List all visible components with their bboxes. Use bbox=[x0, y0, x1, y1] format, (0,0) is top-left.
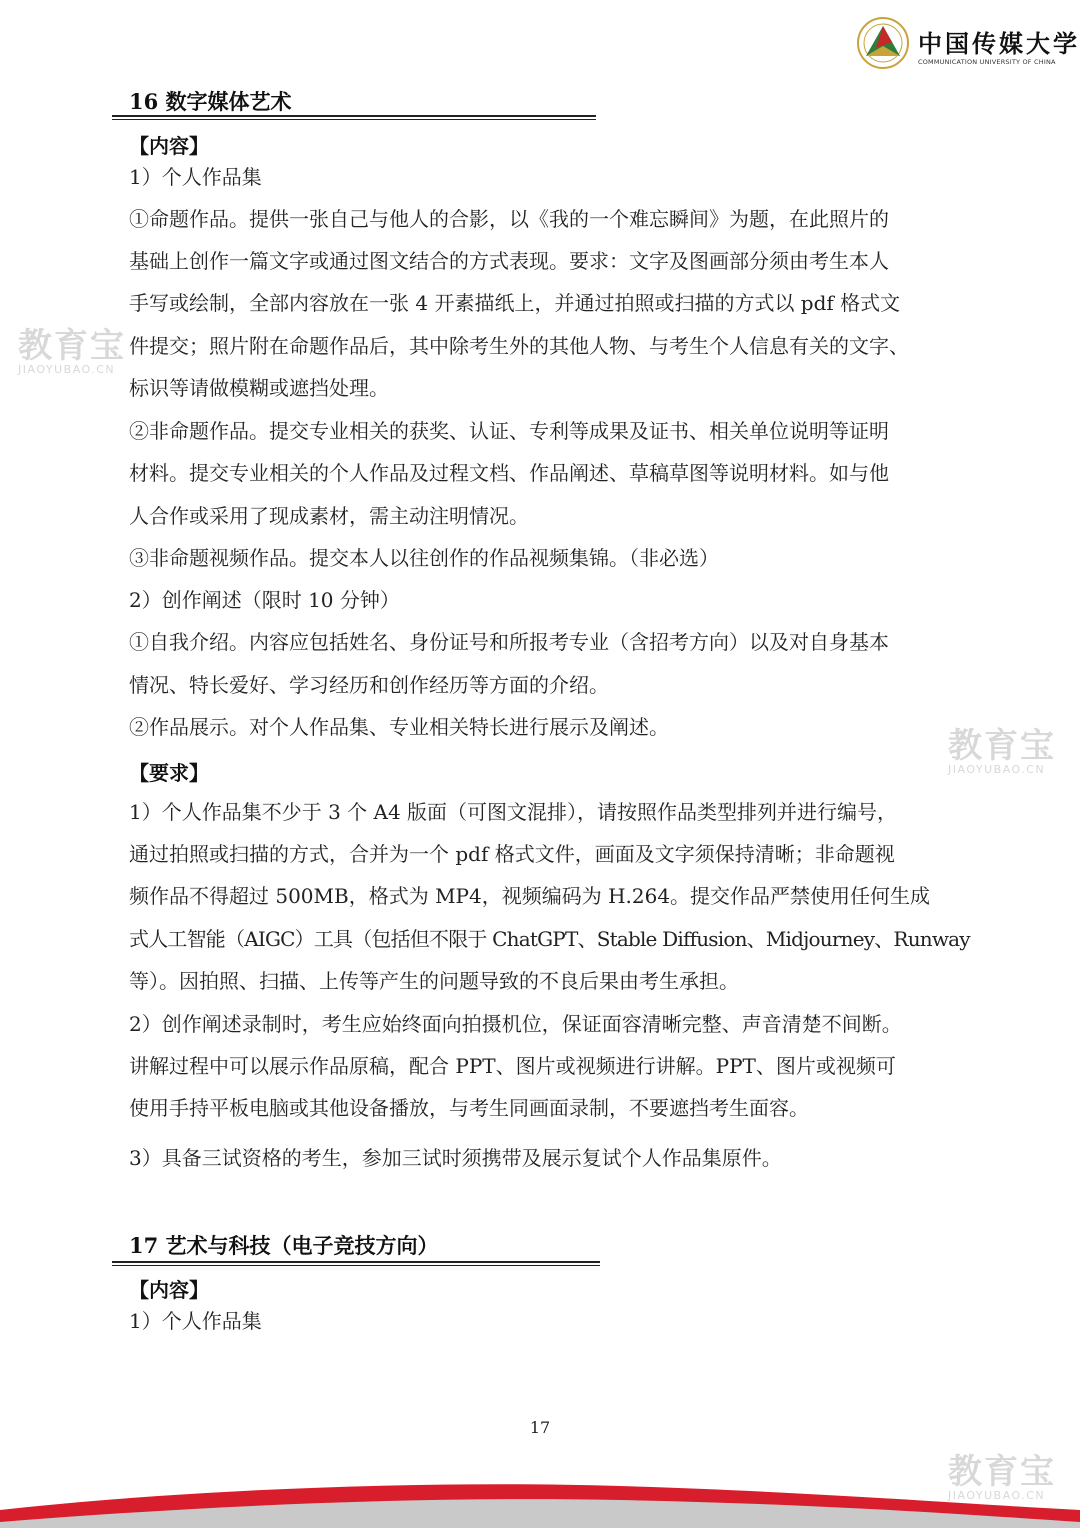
text-line: 手写或绘制，全部内容放在一张 4 开素描纸上，并通过拍照或扫描的方式以 pdf 格式文 bbox=[129, 291, 901, 315]
content-heading: 【内容】 bbox=[129, 1278, 209, 1302]
section-title: 17 艺术与科技（电子竞技方向） bbox=[129, 1233, 439, 1258]
text-line: 2）创作阐述（限时 10 分钟） bbox=[129, 588, 400, 612]
text-line: ①自我介绍。内容应包括姓名、身份证号和所报考专业（含招考方向）以及对自身基本 bbox=[129, 630, 889, 654]
content-heading: 【内容】 bbox=[129, 134, 209, 158]
title-rule bbox=[112, 1261, 600, 1266]
text-line: 基础上创作一篇文字或通过图文结合的方式表现。要求：文字及图画部分须由考生本人 bbox=[129, 249, 889, 273]
text-line: 3）具备三试资格的考生，参加三试时须携带及展示复试个人作品集原件。 bbox=[129, 1146, 782, 1170]
title-rule bbox=[112, 115, 596, 120]
watermark-url: JIAOYUBAO.CN bbox=[18, 363, 116, 376]
text-line: 使用手持平板电脑或其他设备播放，与考生同画面录制，不要遮挡考生面容。 bbox=[129, 1096, 809, 1120]
university-name-en: COMMUNICATION UNIVERSITY OF CHINA bbox=[918, 58, 1056, 66]
text-line: 人合作或采用了现成素材，需主动注明情况。 bbox=[129, 504, 529, 528]
text-line: 1）个人作品集不少于 3 个 A4 版面（可图文混排），请按照作品类型排列并进行编号， bbox=[129, 800, 898, 824]
watermark-text: 教育宝 bbox=[18, 326, 126, 366]
page-number: 17 bbox=[529, 1418, 551, 1437]
text-line: 2）创作阐述录制时，考生应始终面向拍摄机位，保证面容清晰完整、声音清楚不间断。 bbox=[129, 1012, 902, 1036]
text-line: 式人工智能（AIGC）工具（包括但不限于 ChatGPT、Stable Diffusion、Midjourney、Runway bbox=[129, 927, 970, 951]
university-logo bbox=[852, 14, 1080, 72]
university-seal-icon bbox=[856, 16, 910, 70]
text-line: 件提交；照片附在命题作品后，其中除考生外的其他人物、与考生个人信息有关的文字、 bbox=[129, 334, 909, 358]
university-name: 中国传媒大学 bbox=[918, 29, 1080, 58]
text-line: ②非命题作品。提交专业相关的获奖、认证、专利等成果及证书、相关单位说明等证明 bbox=[129, 419, 889, 443]
section-title: 16 数字媒体艺术 bbox=[129, 89, 292, 114]
text-line: 材料。提交专业相关的个人作品及过程文档、作品阐述、草稿草图等说明材料。如与他 bbox=[129, 461, 889, 485]
text-line: ①命题作品。提供一张自己与他人的合影，以《我的一个难忘瞬间》为题，在此照片的 bbox=[129, 207, 889, 231]
text-line: 等）。因拍照、扫描、上传等产生的问题导致的不良后果由考生承担。 bbox=[129, 969, 739, 993]
text-line: 情况、特长爱好、学习经历和创作经历等方面的介绍。 bbox=[129, 673, 609, 697]
requirements-heading: 【要求】 bbox=[129, 761, 209, 785]
watermark-text: 教育宝 bbox=[948, 1452, 1056, 1492]
watermark bbox=[18, 328, 126, 376]
text-line: 频作品不得超过 500MB，格式为 MP4，视频编码为 H.264。提交作品严禁使用任何生成 bbox=[129, 884, 931, 908]
text-line: 1）个人作品集 bbox=[129, 1309, 262, 1333]
text-line: ③非命题视频作品。提交本人以往创作的作品视频集锦。（非必选） bbox=[129, 546, 719, 570]
watermark-url: JIAOYUBAO.CN bbox=[948, 1489, 1046, 1502]
text-line: 1）个人作品集 bbox=[129, 165, 262, 189]
watermark bbox=[948, 728, 1056, 776]
text-line: 讲解过程中可以展示作品原稿，配合 PPT、图片或视频进行讲解。PPT、图片或视频可 bbox=[129, 1054, 896, 1078]
text-line: ②作品展示。对个人作品集、专业相关特长进行展示及阐述。 bbox=[129, 715, 669, 739]
watermark-url: JIAOYUBAO.CN bbox=[948, 763, 1046, 776]
text-line: 通过拍照或扫描的方式，合并为一个 pdf 格式文件，画面及文字须保持清晰；非命题视 bbox=[129, 842, 895, 866]
watermark-text: 教育宝 bbox=[948, 726, 1056, 766]
text-line: 标识等请做模糊或遮挡处理。 bbox=[129, 376, 389, 400]
footer-wave-decoration bbox=[0, 1470, 1080, 1528]
